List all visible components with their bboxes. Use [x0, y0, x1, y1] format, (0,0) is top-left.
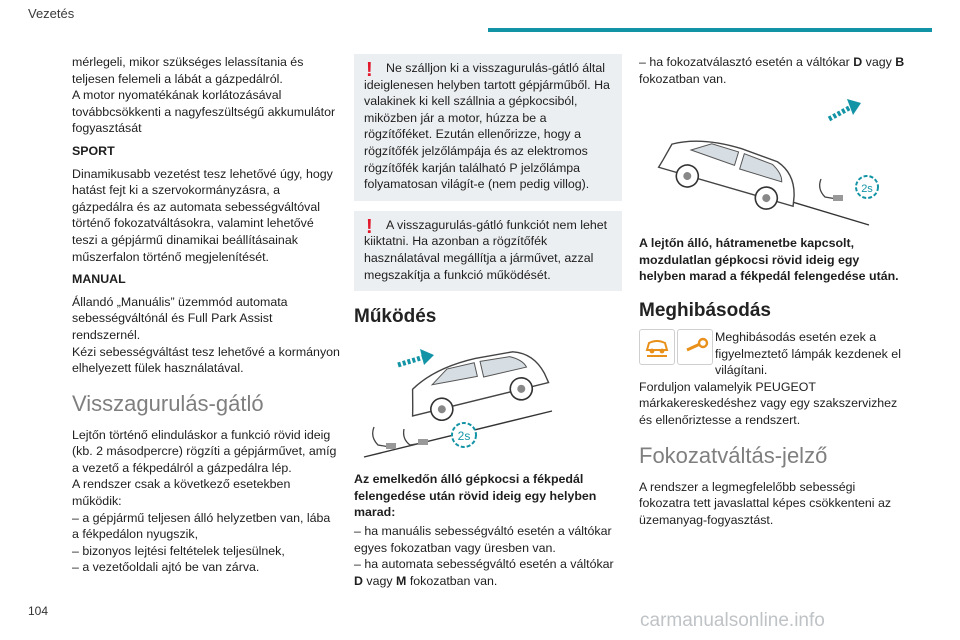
- pedals-icon: [820, 179, 843, 201]
- timer-label: 2s: [861, 183, 873, 196]
- text: A motor nyomatékának korlátozásával továbbcsökkenti a nagyfeszültségű akkumulátor fogyasztását: [72, 88, 336, 136]
- paragraph: Dinamikusabb vezetést tesz lehetővé úgy, hogy hatást fejt ki a szervokormányzásra, a gázpedálra és az automata sebességváltóval történő fokozatváltásokra, valamint lehetővé teszi a gépjármű dinamikai beállításainak műszerfalon történő megjelenítését.: [72, 166, 333, 264]
- backward-arrow-icon: [829, 99, 861, 119]
- column-middle: [354, 54, 622, 589]
- page-header: [0, 0, 960, 44]
- warning-icon: !: [366, 59, 373, 81]
- paragraph: [72, 294, 340, 377]
- section-title-gear-indicator: Fokozatváltás-jelző: [639, 442, 828, 468]
- gear-B: B: [895, 55, 905, 69]
- paragraph: [72, 54, 340, 137]
- mode-heading-manual: MANUAL: [72, 272, 126, 287]
- paragraph: Forduljon valamelyik PEUGEOT márkakereskedéshez vagy egy szakszervizhez és ellenőriztesse a rendszert.: [639, 379, 898, 427]
- downhill-car-illustration: [639, 93, 879, 229]
- text: A rendszer csak a következő esetekben működik:: [72, 477, 291, 509]
- warning-box: [354, 54, 622, 201]
- figure-caption: A lejtőn álló, hátramenetbe kapcsolt, mozdulatlan gépkocsi rövid ideig egy helyben marad a fékpedál felengedése után.: [639, 236, 899, 284]
- paragraph: [354, 523, 622, 589]
- watermark: carmanualsonline.info: [640, 610, 825, 631]
- paragraph: A rendszer a legmegfelelőbb sebességi fokozatra tett javaslattal képes csökkenteni az üzemanyag-fogyasztást.: [639, 479, 892, 527]
- page-number: 104: [28, 604, 49, 618]
- mode-heading-sport: SPORT: [72, 143, 115, 158]
- section-title-hill-start: Visszagurulás-gátló: [72, 390, 264, 416]
- text: Lejtőn történő elinduláskor a funkció rövid ideig (kb. 2 másodpercre) rögzíti a gépjárművet, amíg a vezető a fékpedálról a gázpedálra lép.: [72, 427, 337, 475]
- figure-caption: Az emelkedőn álló gépkocsi a fékpedál felengedése után rövid ideig egy helyben marad:: [354, 472, 597, 520]
- gear-M: M: [396, 573, 407, 588]
- list-item: – a gépjármű teljesen álló helyzetben van, lába a fékpedálon nyugszik,: [72, 510, 331, 542]
- list-item: – bizonyos lejtési feltételek teljesülnek,: [72, 543, 285, 558]
- section-title-operation: Működés: [354, 306, 437, 328]
- list-item: – ha manuális sebességváltó esetén a váltókar egyes fokozatban vagy üresben van.: [354, 523, 612, 555]
- column-left: [72, 54, 340, 576]
- gear-D: D: [354, 573, 363, 588]
- uphill-car-illustration: [354, 335, 554, 465]
- service-wrench-lamp-icon: [677, 329, 713, 365]
- list-item: – ha fokozatválasztó esetén a váltókar D vagy B fokozatban van.: [639, 55, 905, 86]
- chapter-title: Vezetés: [28, 6, 75, 21]
- column-right: [639, 54, 907, 534]
- warning-icon: !: [366, 215, 373, 238]
- paragraph: Meghibásodás esetén ezek a figyelmeztető lámpák kezdenek el világítani.: [715, 329, 901, 378]
- fault-block: [639, 329, 907, 429]
- text: mérlegeli, mikor szükséges lelassítania és teljesen felemeli a lábát a gázpedálról.: [72, 55, 304, 86]
- hill-start-warning-lamp-icon: [639, 329, 675, 365]
- warning-text: Ne szálljon ki a visszagurulás-gátló által ideiglenesen helyben tartott gépjárműből. Ha valakinek ki kell szállnia a gépkocsiból, miközben jár a motor, húzza be a rögzítőféket. Ezután ellenőrizze, hogy a rögzítőfék jelzőlámpája és az elektromos rögzítőfék karján található P jelzőlámpa folyamatosan világít-e (nem pedig villog).: [364, 61, 610, 192]
- list-item: – a vezetőoldali ajtó be van zárva.: [72, 560, 260, 575]
- warning-text: A visszagurulás-gátló funkciót nem lehet kiiktatni. Ha azonban a rögzítőfék használatával megállítja a járművet, azzal megszakítja a funkció működését.: [364, 217, 608, 282]
- timer-2s-icon: [856, 176, 878, 198]
- paragraph: [72, 427, 340, 576]
- forward-arrow-icon: [398, 349, 434, 365]
- timer-2s-icon: [452, 423, 476, 447]
- pedals-icon: [373, 427, 428, 449]
- header-accent-bar: [488, 28, 932, 32]
- section-title-fault: Meghibásodás: [639, 299, 771, 321]
- warning-box: [354, 211, 622, 291]
- gear-D: D: [853, 55, 863, 69]
- timer-label: 2s: [457, 429, 471, 444]
- text: Állandó „Manuális” üzemmód automata sebességváltónál és Full Park Assist rendszernél.: [72, 294, 288, 342]
- car-icon: [655, 127, 804, 219]
- list-item: – ha automata sebességváltó esetén a váltókar D vagy M fokozatban van.: [354, 557, 614, 588]
- text: Kézi sebességváltást tesz lehetővé a kormányon elhelyezett fülek használatával.: [72, 344, 340, 376]
